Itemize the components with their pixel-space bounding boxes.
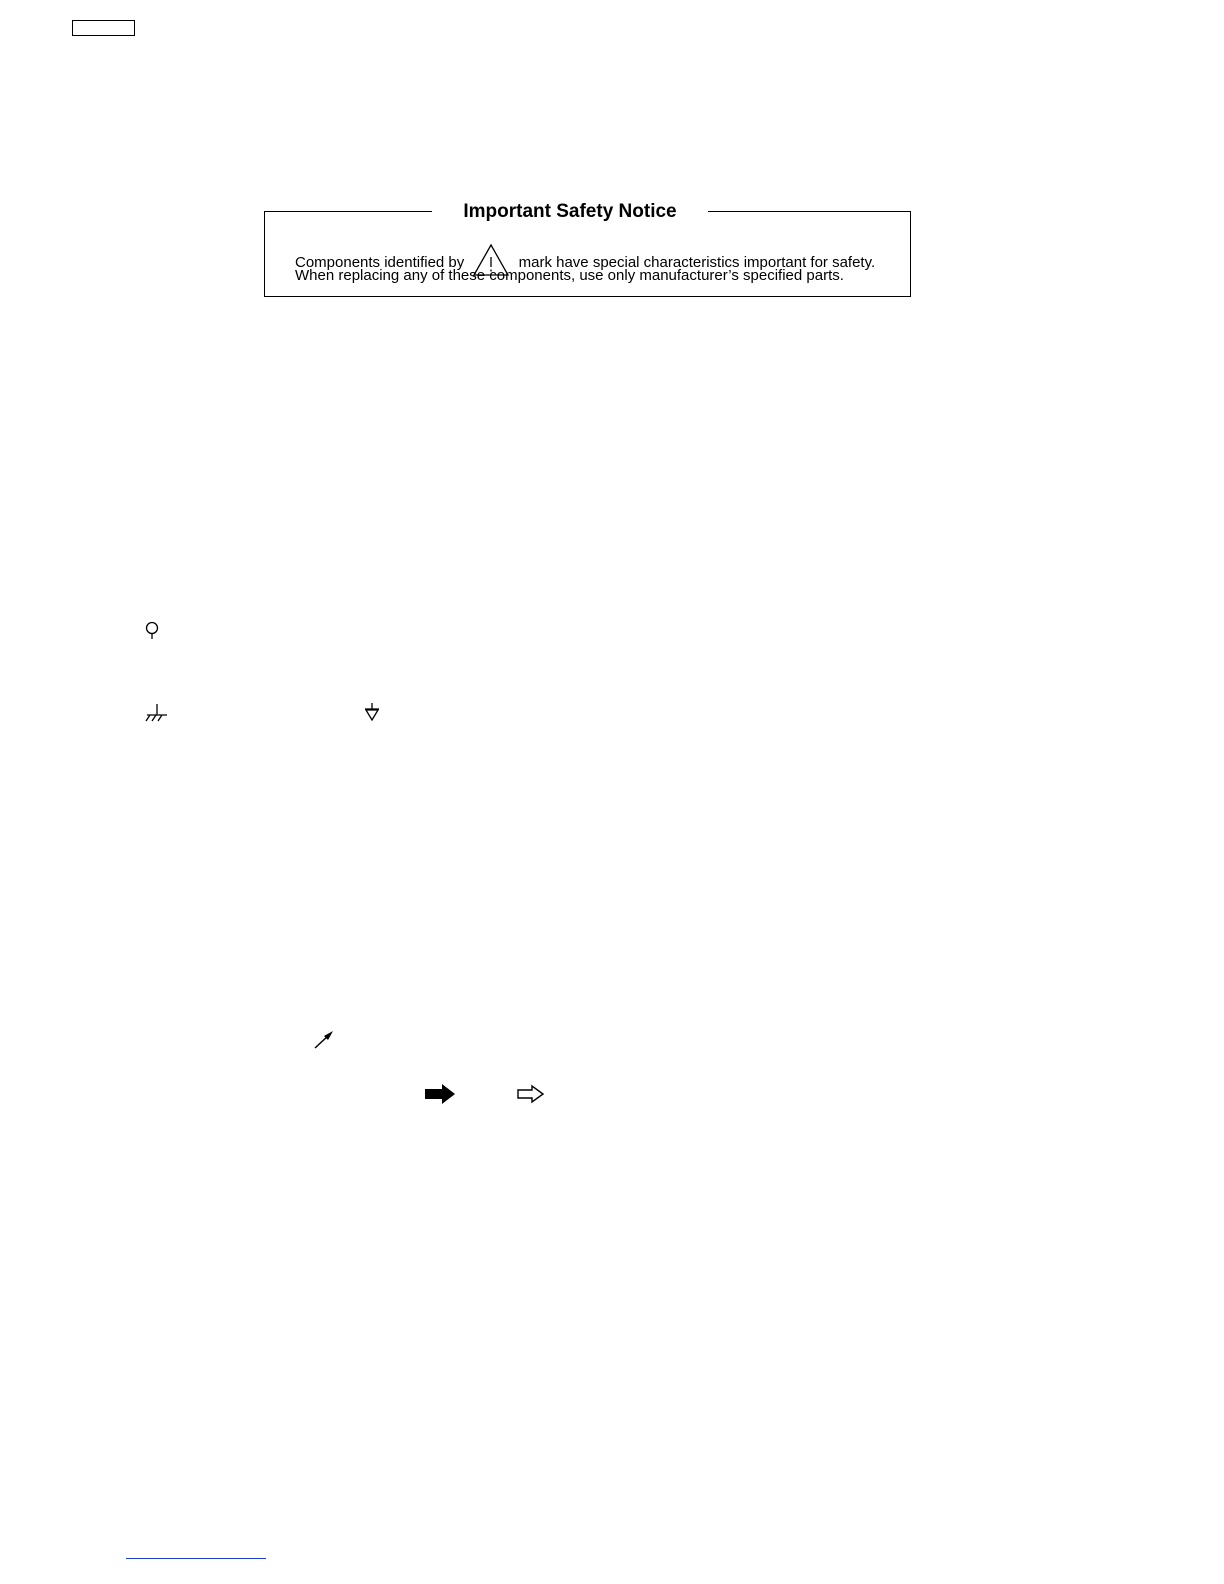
safety-notice-text-after: mark have special characteristics important for safety. bbox=[518, 254, 876, 271]
page-tag-box bbox=[72, 20, 135, 36]
footer-link-underline bbox=[126, 1558, 266, 1559]
safety-notice-title: Important Safety Notice bbox=[432, 199, 708, 225]
outline-arrow-icon bbox=[516, 1083, 546, 1110]
adjustment-arrow-icon bbox=[312, 1029, 336, 1056]
signal-ground-icon bbox=[362, 702, 382, 729]
solid-arrow-icon bbox=[424, 1083, 456, 1110]
test-point-icon bbox=[143, 620, 161, 647]
chassis-ground-icon bbox=[144, 702, 170, 729]
safety-notice-text-before: Components identified by bbox=[295, 254, 465, 271]
safety-notice-line-2: When replacing any of these components, use only manufacturer’s specified parts. bbox=[295, 267, 844, 284]
